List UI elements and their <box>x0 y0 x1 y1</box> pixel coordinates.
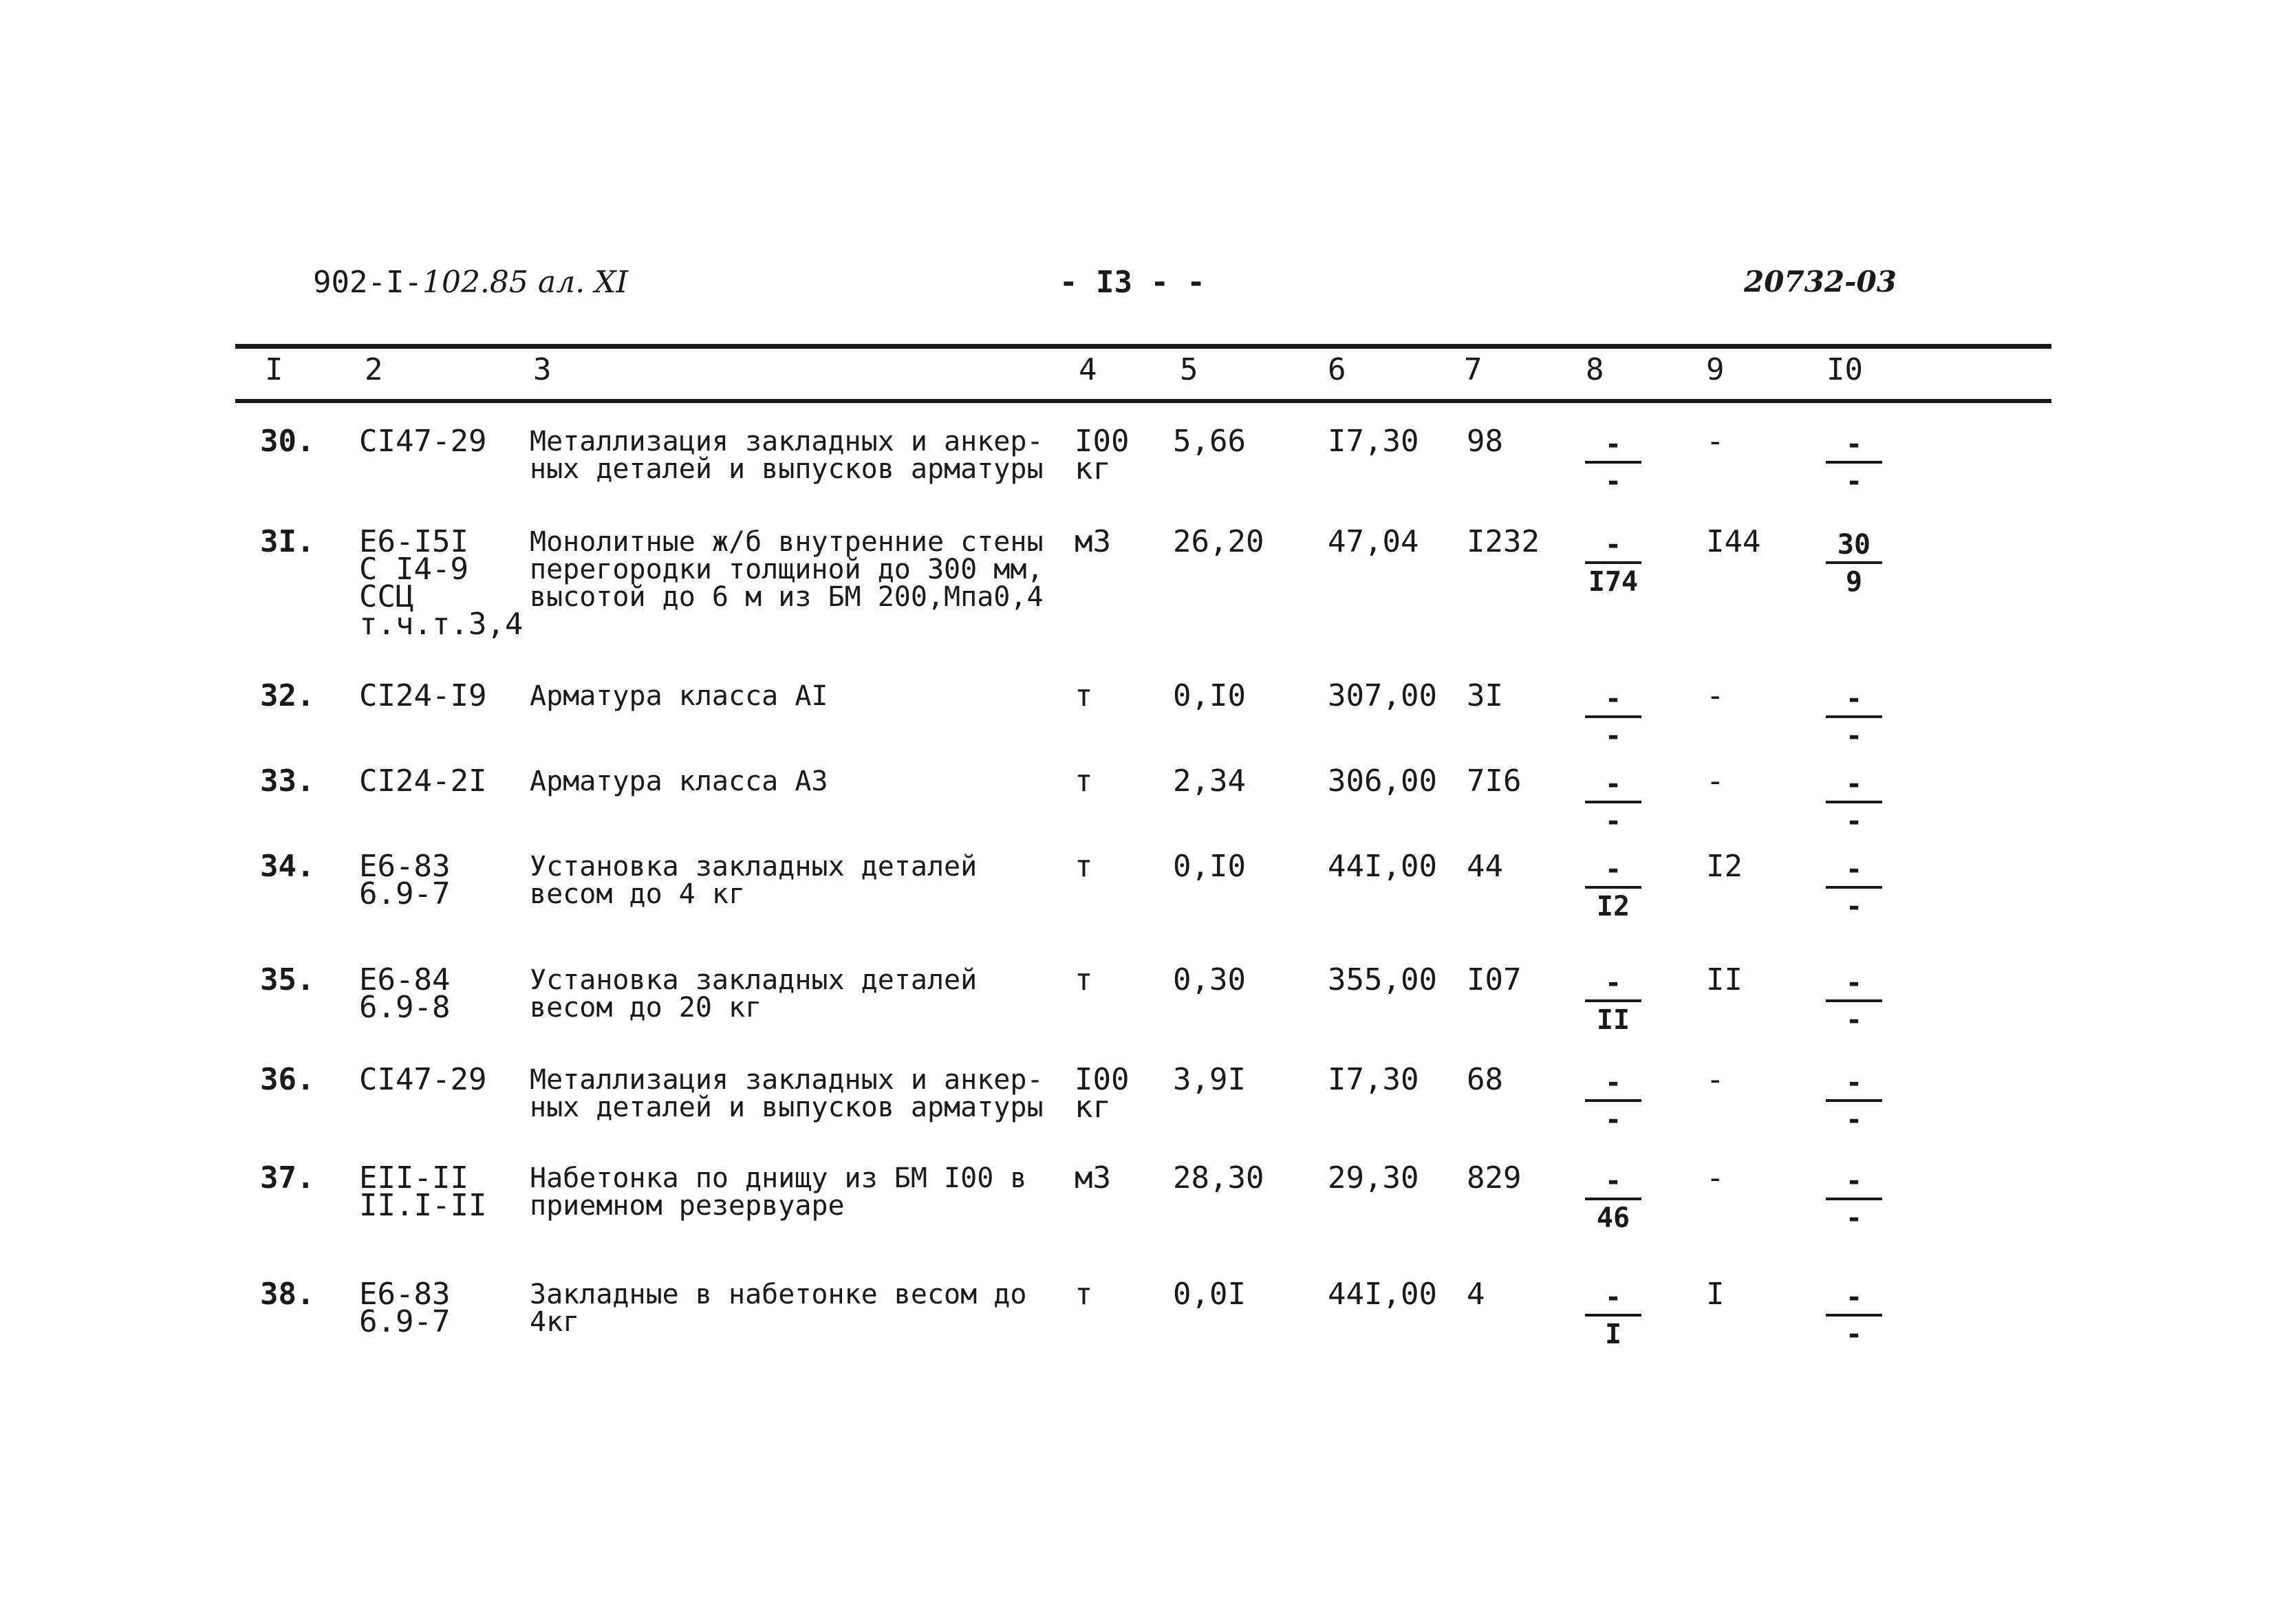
unit: т <box>1075 764 1093 799</box>
row-number: 36. <box>260 1062 315 1097</box>
unit: I00 кг <box>1075 1062 1130 1125</box>
unit: т <box>1075 1277 1093 1312</box>
row-number: 34. <box>260 849 315 884</box>
fraction-denominator: - <box>1845 1202 1863 1234</box>
fraction-denominator: 9 <box>1845 566 1863 598</box>
document-code-handwritten: 102.85 ал. XI <box>422 265 628 300</box>
unit-price: I7,30 <box>1328 1062 1419 1097</box>
work-description: Металлизация закладных и анкер- ных деталей и выпусков арматуры <box>530 426 1044 485</box>
fraction-numerator: - <box>1845 768 1863 800</box>
fraction-bar <box>1826 1099 1882 1102</box>
work-description: Набетонка по днищу из БМ I00 в приемном резервуаре <box>530 1162 1027 1222</box>
fraction-bar <box>1826 1198 1882 1200</box>
column-header-6: 6 <box>1328 352 1346 387</box>
total-cost: 829 <box>1467 1160 1522 1195</box>
fraction-numerator: - <box>1845 967 1863 999</box>
row-number: 38. <box>260 1277 315 1312</box>
unit-price: 29,30 <box>1328 1160 1419 1195</box>
column-10-fraction <box>1823 529 1885 598</box>
fraction-denominator: - <box>1604 805 1622 837</box>
column-10-fraction <box>1823 1165 1885 1234</box>
fraction-numerator: - <box>1845 683 1863 715</box>
column-9-value: I44 <box>1706 524 1761 559</box>
fraction-bar <box>1585 801 1641 803</box>
quantity: 0,I0 <box>1173 849 1246 884</box>
fraction-bar <box>1585 561 1641 564</box>
fraction-denominator: - <box>1845 891 1863 922</box>
column-8-fraction <box>1582 1165 1644 1234</box>
quantity: 0,I0 <box>1173 678 1246 713</box>
fraction-denominator: - <box>1604 1104 1622 1136</box>
total-cost: 4 <box>1467 1277 1485 1312</box>
fraction-denominator: - <box>1604 466 1622 497</box>
column-9-value: - <box>1706 1062 1725 1097</box>
fraction-bar <box>1585 886 1641 889</box>
quantity: 0,0I <box>1173 1277 1246 1312</box>
unit: т <box>1075 849 1093 884</box>
column-10-fraction <box>1823 1067 1885 1136</box>
total-cost: 98 <box>1467 424 1503 459</box>
column-8-fraction <box>1582 429 1644 497</box>
document-code-printed: 902-I- <box>313 265 422 300</box>
fraction-denominator: - <box>1845 1104 1863 1136</box>
fraction-numerator: - <box>1604 683 1622 715</box>
quantity: 5,66 <box>1173 424 1246 459</box>
total-cost: 44 <box>1467 849 1503 884</box>
quantity: 26,20 <box>1173 524 1264 559</box>
column-9-value: - <box>1706 678 1725 713</box>
fraction-denominator: - <box>1604 720 1622 752</box>
fraction-numerator: - <box>1604 1281 1622 1313</box>
fraction-numerator: - <box>1604 1165 1622 1197</box>
column-8-fraction <box>1582 854 1644 922</box>
work-description: Металлизация закладных и анкер- ных деталей и выпусков арматуры <box>530 1064 1044 1123</box>
rate-code: EII-II II.I-II <box>359 1160 487 1223</box>
work-description: Закладные в набетонке весом до 4кг <box>530 1279 1027 1338</box>
fraction-numerator: - <box>1845 1067 1863 1098</box>
unit-price: 47,04 <box>1328 524 1419 559</box>
fraction-bar <box>1585 1198 1641 1200</box>
quantity: 2,34 <box>1173 764 1246 799</box>
unit-price: I7,30 <box>1328 424 1419 459</box>
row-number: 37. <box>260 1160 315 1195</box>
column-10-fraction <box>1823 683 1885 752</box>
unit-price: 44I,00 <box>1328 1277 1437 1312</box>
unit-price: 44I,00 <box>1328 849 1437 884</box>
fraction-bar <box>1585 461 1641 464</box>
quantity: 28,30 <box>1173 1160 1264 1195</box>
table-header-rule <box>235 399 2051 403</box>
column-header-3: 3 <box>533 352 552 387</box>
fraction-denominator: - <box>1845 805 1863 837</box>
column-10-fraction <box>1823 967 1885 1036</box>
rate-code: CI24-I9 <box>359 678 487 713</box>
rate-code: CI24-2I <box>359 764 487 799</box>
row-number: 35. <box>260 962 315 997</box>
total-cost: 68 <box>1467 1062 1503 1097</box>
column-8-fraction <box>1582 768 1644 837</box>
fraction-denominator: I74 <box>1588 566 1639 598</box>
column-10-fraction <box>1823 854 1885 922</box>
column-header-4: 4 <box>1079 352 1097 387</box>
unit: м3 <box>1075 1160 1111 1195</box>
column-9-value: - <box>1706 764 1725 799</box>
fraction-bar <box>1585 1099 1641 1102</box>
rate-code: E6-84 6.9-8 <box>359 962 451 1025</box>
fraction-denominator: 46 <box>1596 1202 1630 1234</box>
fraction-numerator: - <box>1604 967 1622 999</box>
quantity: 0,30 <box>1173 962 1246 997</box>
work-description: Монолитные ж/б внутренние стены перегородки толщиной до 300 мм, высотой до 6 м из БМ 200,Мпа0,4 <box>530 526 1044 613</box>
fraction-bar <box>1826 886 1882 889</box>
fraction-denominator: I <box>1604 1319 1622 1350</box>
column-8-fraction <box>1582 1067 1644 1136</box>
fraction-bar <box>1826 561 1882 564</box>
column-9-value: I2 <box>1706 849 1743 884</box>
fraction-bar <box>1585 715 1641 718</box>
row-number: 30. <box>260 424 315 459</box>
work-description: Установка закладных деталей весом до 20 кг <box>530 964 978 1024</box>
work-description: Арматура класса AI <box>530 680 828 712</box>
unit-price: 355,00 <box>1328 962 1437 997</box>
column-10-fraction <box>1823 429 1885 497</box>
fraction-bar <box>1826 715 1882 718</box>
fraction-bar <box>1585 1314 1641 1317</box>
column-9-value: I <box>1706 1277 1725 1312</box>
fraction-numerator: - <box>1604 768 1622 800</box>
fraction-numerator: - <box>1604 529 1622 561</box>
unit: т <box>1075 962 1093 997</box>
rate-code: E6-83 6.9-7 <box>359 849 451 911</box>
work-description: Установка закладных деталей весом до 4 кг <box>530 851 978 910</box>
page-number: - I3 - - <box>1059 265 1205 300</box>
fraction-numerator: - <box>1604 854 1622 885</box>
unit: т <box>1075 678 1093 713</box>
fraction-denominator: II <box>1596 1004 1630 1036</box>
fraction-bar <box>1826 1314 1882 1317</box>
total-cost: 7I6 <box>1467 764 1522 799</box>
column-9-value: - <box>1706 1160 1725 1195</box>
fraction-numerator: - <box>1845 1281 1863 1313</box>
table-top-rule <box>235 344 2051 349</box>
fraction-numerator: - <box>1845 429 1863 460</box>
fraction-numerator: - <box>1845 854 1863 885</box>
unit-price: 306,00 <box>1328 764 1437 799</box>
total-cost: I07 <box>1467 962 1522 997</box>
fraction-numerator: - <box>1604 429 1622 460</box>
archive-number: 20732-03 <box>1744 265 1897 299</box>
fraction-numerator: 30 <box>1837 529 1871 561</box>
rate-code: E6-I5I C I4-9 ССЦ т.ч.т.3,4 <box>359 524 524 642</box>
column-10-fraction <box>1823 1281 1885 1350</box>
column-header-7: 7 <box>1464 352 1482 387</box>
column-header-5: 5 <box>1180 352 1198 387</box>
fraction-denominator: I2 <box>1596 891 1630 922</box>
unit: I00 кг <box>1075 424 1130 486</box>
column-header-8: 8 <box>1586 352 1604 387</box>
fraction-denominator: - <box>1845 1004 1863 1036</box>
rate-code: CI47-29 <box>359 1062 487 1097</box>
column-10-fraction <box>1823 768 1885 837</box>
fraction-denominator: - <box>1845 1319 1863 1350</box>
column-8-fraction <box>1582 529 1644 598</box>
total-cost: 3I <box>1467 678 1503 713</box>
column-header-10: I0 <box>1826 352 1863 387</box>
row-number: 3I. <box>260 524 315 559</box>
column-9-value: - <box>1706 424 1725 459</box>
fraction-bar <box>1826 461 1882 464</box>
fraction-denominator: - <box>1845 720 1863 752</box>
column-header-1: I <box>265 352 283 387</box>
fraction-bar <box>1585 999 1641 1002</box>
document-code <box>313 265 628 300</box>
fraction-numerator: - <box>1604 1067 1622 1098</box>
work-description: Арматура класса A3 <box>530 766 828 797</box>
quantity: 3,9I <box>1173 1062 1246 1097</box>
rate-code: E6-83 6.9-7 <box>359 1277 451 1339</box>
fraction-bar <box>1826 999 1882 1002</box>
unit-price: 307,00 <box>1328 678 1437 713</box>
fraction-numerator: - <box>1845 1165 1863 1197</box>
fraction-denominator: - <box>1845 466 1863 497</box>
fraction-bar <box>1826 801 1882 803</box>
rate-code: CI47-29 <box>359 424 487 459</box>
column-header-2: 2 <box>365 352 383 387</box>
column-8-fraction <box>1582 1281 1644 1350</box>
column-header-9: 9 <box>1706 352 1725 387</box>
row-number: 33. <box>260 764 315 799</box>
column-8-fraction <box>1582 683 1644 752</box>
row-number: 32. <box>260 678 315 713</box>
column-9-value: II <box>1706 962 1743 997</box>
total-cost: I232 <box>1467 524 1540 559</box>
column-8-fraction <box>1582 967 1644 1036</box>
unit: м3 <box>1075 524 1111 559</box>
